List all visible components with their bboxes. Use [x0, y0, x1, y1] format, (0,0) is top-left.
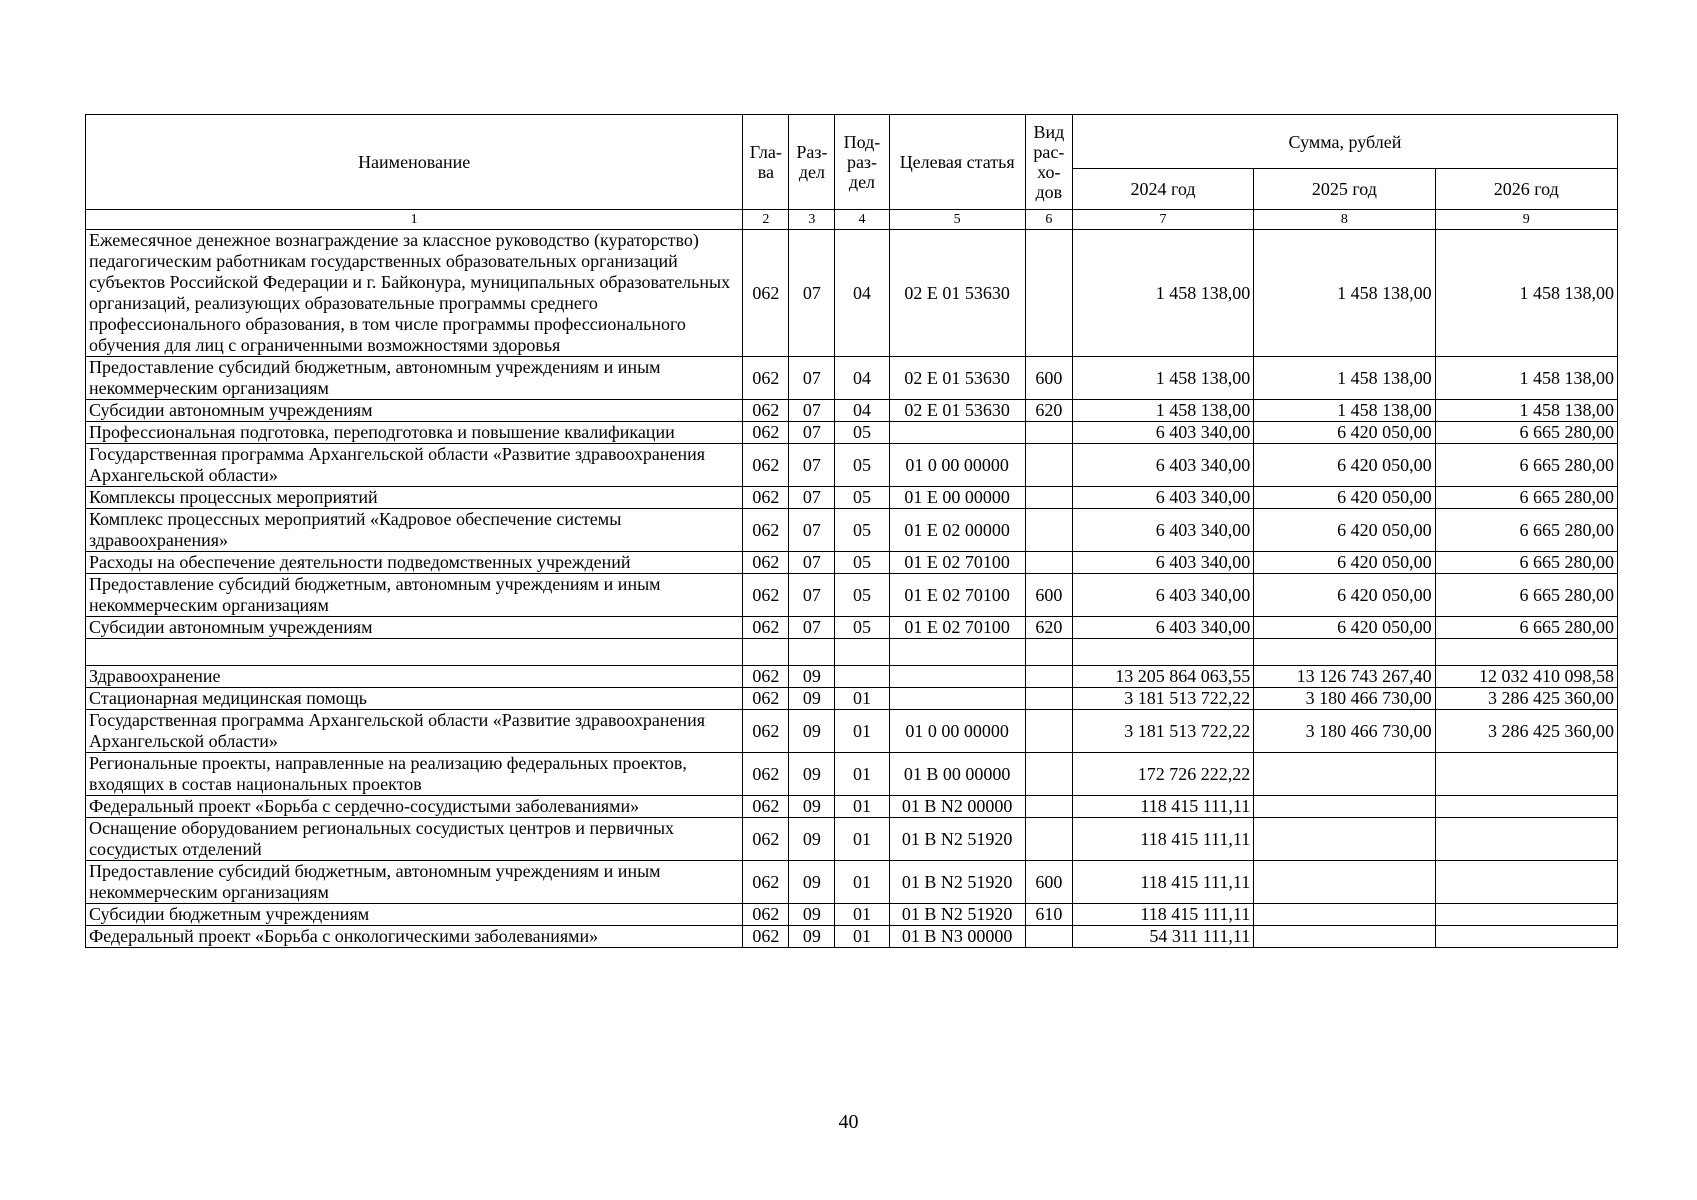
- row-sum-year-1: 118 415 111,11: [1072, 796, 1253, 818]
- row-sum-year-2: 6 420 050,00: [1254, 552, 1435, 574]
- row-chapter: 062: [743, 574, 789, 617]
- table-row: [86, 444, 1618, 487]
- row-sum-year-3: 6 665 280,00: [1435, 444, 1617, 487]
- row-name: Субсидии автономным учреждениям: [86, 400, 743, 422]
- row-subsection: 01: [835, 926, 889, 948]
- column-number: 1: [86, 210, 743, 230]
- row-sum-year-1: 3 181 513 722,22: [1072, 710, 1253, 753]
- column-number: 6: [1025, 210, 1072, 230]
- row-target-article: 01 Е 00 00000: [889, 487, 1025, 509]
- row-sum-year-1: 6 403 340,00: [1072, 617, 1253, 639]
- row-sum-year-3: 6 665 280,00: [1435, 574, 1617, 617]
- row-sum-year-1: 6 403 340,00: [1072, 444, 1253, 487]
- header-expense-type: Вид рас-хо-дов: [1025, 115, 1072, 210]
- row-sum-year-2: 13 126 743 267,40: [1254, 666, 1435, 688]
- row-name: Федеральный проект «Борьба с сердечно-сосудистыми заболеваниями»: [86, 796, 743, 818]
- row-sum-year-3: [1435, 753, 1617, 796]
- row-subsection: 01: [835, 710, 889, 753]
- column-number: 4: [835, 210, 889, 230]
- row-chapter: 062: [743, 926, 789, 948]
- row-sum-year-3: 6 665 280,00: [1435, 487, 1617, 509]
- row-subsection: 05: [835, 422, 889, 444]
- column-number-row: [86, 210, 1618, 230]
- row-sum-year-3: 12 032 410 098,58: [1435, 666, 1617, 688]
- row-expense-type: [1025, 926, 1072, 948]
- row-name: Комплекс процессных мероприятий «Кадровое обеспечение системы здравоохранения»: [86, 509, 743, 552]
- row-sum-year-3: 6 665 280,00: [1435, 617, 1617, 639]
- row-name: Расходы на обеспечение деятельности подведомственных учреждений: [86, 552, 743, 574]
- table-row: [86, 487, 1618, 509]
- row-section: 07: [789, 552, 835, 574]
- column-number: 9: [1435, 210, 1617, 230]
- row-name: [86, 639, 743, 666]
- column-number: 2: [743, 210, 789, 230]
- row-sum-year-2: [1254, 904, 1435, 926]
- row-sum-year-3: [1435, 926, 1617, 948]
- header-sum: Сумма, рублей: [1072, 115, 1617, 169]
- row-sum-year-2: 6 420 050,00: [1254, 574, 1435, 617]
- row-name: Комплексы процессных мероприятий: [86, 487, 743, 509]
- row-expense-type: [1025, 422, 1072, 444]
- row-expense-type: 620: [1025, 400, 1072, 422]
- row-target-article: 01 В N2 00000: [889, 796, 1025, 818]
- row-target-article: [889, 688, 1025, 710]
- row-expense-type: [1025, 796, 1072, 818]
- row-sum-year-2: 1 458 138,00: [1254, 400, 1435, 422]
- row-section: 09: [789, 796, 835, 818]
- row-section: 09: [789, 818, 835, 861]
- row-sum-year-1: 6 403 340,00: [1072, 487, 1253, 509]
- row-sum-year-2: [1254, 818, 1435, 861]
- row-name: Здравоохранение: [86, 666, 743, 688]
- row-sum-year-3: 6 665 280,00: [1435, 422, 1617, 444]
- row-chapter: 062: [743, 861, 789, 904]
- row-section: 07: [789, 357, 835, 400]
- row-section: 09: [789, 688, 835, 710]
- header-subsection: Под-раз-дел: [835, 115, 889, 210]
- row-expense-type: 620: [1025, 617, 1072, 639]
- row-sum-year-1: 1 458 138,00: [1072, 400, 1253, 422]
- row-target-article: 02 Е 01 53630: [889, 400, 1025, 422]
- budget-table: [85, 114, 1618, 948]
- row-expense-type: [1025, 487, 1072, 509]
- row-sum-year-1: 172 726 222,22: [1072, 753, 1253, 796]
- row-subsection: [835, 666, 889, 688]
- row-subsection: 04: [835, 400, 889, 422]
- row-sum-year-2: 6 420 050,00: [1254, 444, 1435, 487]
- row-sum-year-1: 13 205 864 063,55: [1072, 666, 1253, 688]
- table-row: [86, 818, 1618, 861]
- row-chapter: 062: [743, 487, 789, 509]
- row-sum-year-1: 54 311 111,11: [1072, 926, 1253, 948]
- row-subsection: [835, 639, 889, 666]
- row-sum-year-2: 3 180 466 730,00: [1254, 710, 1435, 753]
- row-sum-year-3: 1 458 138,00: [1435, 357, 1617, 400]
- table-row: [86, 422, 1618, 444]
- row-target-article: 01 Е 02 70100: [889, 617, 1025, 639]
- table-row: [86, 639, 1618, 666]
- row-expense-type: [1025, 666, 1072, 688]
- row-chapter: 062: [743, 422, 789, 444]
- column-number: 3: [789, 210, 835, 230]
- table-row: [86, 926, 1618, 948]
- row-name: Федеральный проект «Борьба с онкологическими заболеваниями»: [86, 926, 743, 948]
- row-section: 07: [789, 574, 835, 617]
- row-name: Предоставление субсидий бюджетным, автономным учреждениям и иным некоммерческим организациям: [86, 574, 743, 617]
- row-chapter: 062: [743, 796, 789, 818]
- row-sum-year-2: [1254, 796, 1435, 818]
- row-sum-year-1: 6 403 340,00: [1072, 422, 1253, 444]
- row-sum-year-1: 118 415 111,11: [1072, 904, 1253, 926]
- column-number: 8: [1254, 210, 1435, 230]
- row-sum-year-1: 6 403 340,00: [1072, 509, 1253, 552]
- row-name: Государственная программа Архангельской области «Развитие здравоохранения Архангельской области»: [86, 710, 743, 753]
- row-sum-year-1: 118 415 111,11: [1072, 861, 1253, 904]
- row-expense-type: 600: [1025, 357, 1072, 400]
- row-subsection: 01: [835, 904, 889, 926]
- row-name: Ежемесячное денежное вознаграждение за классное руководство (кураторство) педагогическим работникам государственных образовательных организаций субъектов Российской Федерации и г. Байконура, муниципальных образовательных организаций, реализующих образовательные программы среднего профессионального образования, в том числе программы профессионального обучения для лиц с ограниченными возможностями здоровья: [86, 230, 743, 357]
- table-row: [86, 230, 1618, 357]
- row-sum-year-2: 6 420 050,00: [1254, 487, 1435, 509]
- row-sum-year-3: [1435, 904, 1617, 926]
- table-row: [86, 400, 1618, 422]
- header-row-top: [86, 115, 1618, 169]
- row-name: Региональные проекты, направленные на реализацию федеральных проектов, входящих в состав национальных проектов: [86, 753, 743, 796]
- row-section: 07: [789, 617, 835, 639]
- row-sum-year-3: 1 458 138,00: [1435, 400, 1617, 422]
- table-row: [86, 688, 1618, 710]
- row-subsection: 05: [835, 509, 889, 552]
- row-name: Субсидии бюджетным учреждениям: [86, 904, 743, 926]
- row-section: 07: [789, 230, 835, 357]
- row-subsection: 01: [835, 753, 889, 796]
- row-expense-type: [1025, 444, 1072, 487]
- row-subsection: 01: [835, 818, 889, 861]
- row-expense-type: [1025, 552, 1072, 574]
- row-sum-year-2: 6 420 050,00: [1254, 422, 1435, 444]
- table-row: [86, 617, 1618, 639]
- row-sum-year-3: 3 286 425 360,00: [1435, 688, 1617, 710]
- table-row: [86, 552, 1618, 574]
- row-sum-year-1: 1 458 138,00: [1072, 230, 1253, 357]
- page-number: 40: [838, 1111, 859, 1133]
- row-target-article: [889, 422, 1025, 444]
- row-subsection: 05: [835, 574, 889, 617]
- table-row: [86, 796, 1618, 818]
- row-target-article: 01 В N2 51920: [889, 904, 1025, 926]
- row-subsection: 04: [835, 230, 889, 357]
- row-chapter: [743, 639, 789, 666]
- row-sum-year-1: [1072, 639, 1253, 666]
- table-row: [86, 861, 1618, 904]
- row-subsection: 04: [835, 357, 889, 400]
- row-name: Стационарная медицинская помощь: [86, 688, 743, 710]
- row-chapter: 062: [743, 230, 789, 357]
- row-sum-year-3: 3 286 425 360,00: [1435, 710, 1617, 753]
- row-expense-type: 600: [1025, 861, 1072, 904]
- row-name: Государственная программа Архангельской области «Развитие здравоохранения Архангельской области»: [86, 444, 743, 487]
- row-section: 09: [789, 666, 835, 688]
- row-section: 07: [789, 444, 835, 487]
- row-target-article: 01 0 00 00000: [889, 444, 1025, 487]
- row-expense-type: [1025, 639, 1072, 666]
- row-sum-year-2: [1254, 639, 1435, 666]
- row-sum-year-1: 1 458 138,00: [1072, 357, 1253, 400]
- table-row: [86, 574, 1618, 617]
- row-section: 07: [789, 487, 835, 509]
- header-year-1: 2024 год: [1072, 169, 1253, 210]
- row-sum-year-2: 1 458 138,00: [1254, 230, 1435, 357]
- row-sum-year-2: [1254, 753, 1435, 796]
- column-number: 7: [1072, 210, 1253, 230]
- header-chapter: Гла-ва: [743, 115, 789, 210]
- row-target-article: 01 Е 02 70100: [889, 574, 1025, 617]
- table-row: [86, 666, 1618, 688]
- row-name: Предоставление субсидий бюджетным, автономным учреждениям и иным некоммерческим организациям: [86, 357, 743, 400]
- table-row: [86, 509, 1618, 552]
- row-chapter: 062: [743, 400, 789, 422]
- row-target-article: 01 В N3 00000: [889, 926, 1025, 948]
- table-row: [86, 904, 1618, 926]
- row-chapter: 062: [743, 818, 789, 861]
- row-sum-year-1: 118 415 111,11: [1072, 818, 1253, 861]
- row-sum-year-3: [1435, 796, 1617, 818]
- table-row: [86, 753, 1618, 796]
- table-row: [86, 710, 1618, 753]
- row-name: Предоставление субсидий бюджетным, автономным учреждениям и иным некоммерческим организациям: [86, 861, 743, 904]
- row-expense-type: [1025, 509, 1072, 552]
- row-name: Профессиональная подготовка, переподготовка и повышение квалификации: [86, 422, 743, 444]
- row-subsection: 05: [835, 552, 889, 574]
- row-sum-year-3: 6 665 280,00: [1435, 552, 1617, 574]
- row-subsection: 05: [835, 487, 889, 509]
- row-target-article: 01 В N2 51920: [889, 818, 1025, 861]
- header-target-article: Целевая статья: [889, 115, 1025, 210]
- row-subsection: 05: [835, 444, 889, 487]
- row-expense-type: [1025, 230, 1072, 357]
- row-chapter: 062: [743, 753, 789, 796]
- row-chapter: 062: [743, 509, 789, 552]
- row-expense-type: [1025, 688, 1072, 710]
- row-subsection: 01: [835, 688, 889, 710]
- row-name: Оснащение оборудованием региональных сосудистых центров и первичных сосудистых отделений: [86, 818, 743, 861]
- header-section: Раз-дел: [789, 115, 835, 210]
- row-chapter: 062: [743, 552, 789, 574]
- row-chapter: 062: [743, 688, 789, 710]
- row-target-article: 01 0 00 00000: [889, 710, 1025, 753]
- row-section: [789, 639, 835, 666]
- row-sum-year-2: 1 458 138,00: [1254, 357, 1435, 400]
- row-section: 09: [789, 861, 835, 904]
- header-year-2: 2025 год: [1254, 169, 1435, 210]
- row-chapter: 062: [743, 444, 789, 487]
- row-target-article: 01 Е 02 70100: [889, 552, 1025, 574]
- row-target-article: 01 Е 02 00000: [889, 509, 1025, 552]
- row-sum-year-2: [1254, 926, 1435, 948]
- row-section: 07: [789, 509, 835, 552]
- row-subsection: 01: [835, 861, 889, 904]
- row-sum-year-1: 6 403 340,00: [1072, 574, 1253, 617]
- row-sum-year-1: 3 181 513 722,22: [1072, 688, 1253, 710]
- row-section: 07: [789, 400, 835, 422]
- row-target-article: 02 Е 01 53630: [889, 357, 1025, 400]
- row-chapter: 062: [743, 904, 789, 926]
- column-number: 5: [889, 210, 1025, 230]
- row-expense-type: [1025, 753, 1072, 796]
- row-expense-type: [1025, 710, 1072, 753]
- row-chapter: 062: [743, 357, 789, 400]
- row-sum-year-3: 1 458 138,00: [1435, 230, 1617, 357]
- row-target-article: [889, 639, 1025, 666]
- row-sum-year-2: 6 420 050,00: [1254, 509, 1435, 552]
- row-subsection: 01: [835, 796, 889, 818]
- row-subsection: 05: [835, 617, 889, 639]
- header-name: Наименование: [86, 115, 743, 210]
- row-sum-year-1: 6 403 340,00: [1072, 552, 1253, 574]
- header-year-3: 2026 год: [1435, 169, 1617, 210]
- row-section: 09: [789, 926, 835, 948]
- row-sum-year-3: 6 665 280,00: [1435, 509, 1617, 552]
- row-expense-type: 610: [1025, 904, 1072, 926]
- row-name: Субсидии автономным учреждениям: [86, 617, 743, 639]
- row-target-article: 01 В N2 51920: [889, 861, 1025, 904]
- row-target-article: [889, 666, 1025, 688]
- row-chapter: 062: [743, 617, 789, 639]
- row-sum-year-2: 3 180 466 730,00: [1254, 688, 1435, 710]
- row-sum-year-2: [1254, 861, 1435, 904]
- row-section: 09: [789, 710, 835, 753]
- row-chapter: 062: [743, 666, 789, 688]
- row-section: 09: [789, 904, 835, 926]
- row-target-article: 02 Е 01 53630: [889, 230, 1025, 357]
- row-sum-year-3: [1435, 818, 1617, 861]
- row-expense-type: 600: [1025, 574, 1072, 617]
- table-body: [86, 230, 1618, 948]
- row-section: 09: [789, 753, 835, 796]
- row-target-article: 01 В 00 00000: [889, 753, 1025, 796]
- row-chapter: 062: [743, 710, 789, 753]
- row-sum-year-3: [1435, 861, 1617, 904]
- row-sum-year-3: [1435, 639, 1617, 666]
- table-row: [86, 357, 1618, 400]
- row-expense-type: [1025, 818, 1072, 861]
- row-sum-year-2: 6 420 050,00: [1254, 617, 1435, 639]
- row-section: 07: [789, 422, 835, 444]
